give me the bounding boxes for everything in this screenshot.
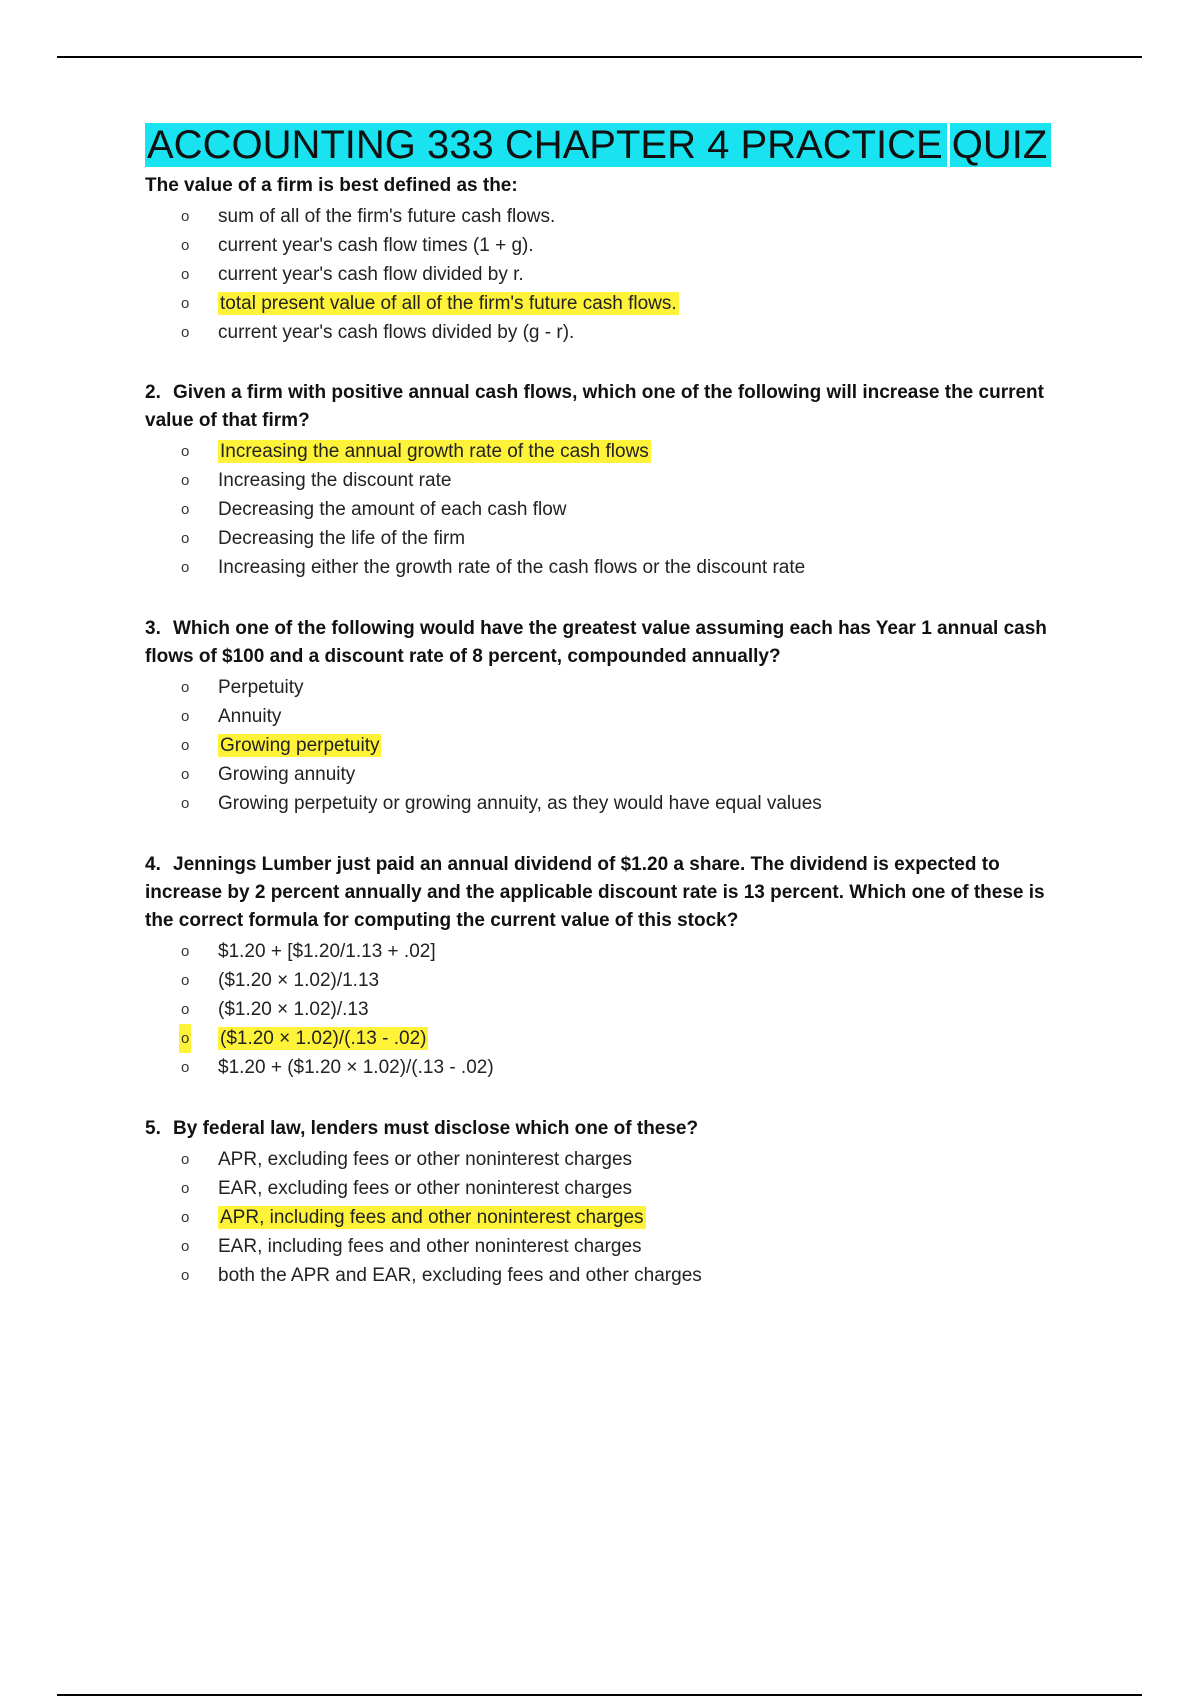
question-number: 5. — [145, 1118, 161, 1139]
bullet-icon: o — [181, 1180, 190, 1197]
question-5 — [145, 1115, 1075, 1290]
answer-options — [145, 437, 1075, 582]
bullet-icon: o — [181, 443, 190, 460]
question-text — [145, 379, 1075, 435]
bullet-icon: o — [181, 208, 190, 225]
question-text — [145, 1115, 1075, 1143]
bullet-icon: o — [181, 530, 190, 547]
answer-option: o ($1.20 × 1.02)/.13 — [145, 995, 1075, 1024]
question-prompt: Given a firm with positive annual cash flows, which one of the following will increase the current value of that firm? — [145, 382, 1044, 431]
bullet-icon: o — [181, 1151, 190, 1168]
answer-options — [145, 202, 1075, 347]
answer-option: o Increasing either the growth rate of the cash flows or the discount rate — [145, 553, 1075, 582]
bullet-icon: o — [179, 1024, 191, 1053]
bullet-icon: o — [181, 972, 190, 989]
answer-option-highlighted: o Increasing the annual growth rate of the cash flows — [145, 437, 1075, 466]
bullet-icon: o — [181, 766, 190, 783]
question-prompt: Which one of the following would have the greatest value assuming each has Year 1 annual cash flows of $100 and a discount rate of 8 percent, compounded annually? — [145, 618, 1047, 667]
answer-option: o Decreasing the life of the firm — [145, 524, 1075, 553]
question-4 — [145, 851, 1075, 1082]
answer-option: o Perpetuity — [145, 673, 1075, 702]
answer-option: o current year's cash flow divided by r. — [145, 260, 1075, 289]
bullet-icon: o — [181, 266, 190, 283]
bullet-icon: o — [181, 1059, 190, 1076]
answer-option: o current year's cash flows divided by (g - r). — [145, 318, 1075, 347]
question-prompt: The value of a firm is best defined as the: — [145, 175, 518, 196]
answer-option: o sum of all of the firm's future cash flows. — [145, 202, 1075, 231]
answer-option: o both the APR and EAR, excluding fees and other charges — [145, 1261, 1075, 1290]
question-number: 2. — [145, 382, 161, 403]
bullet-icon: o — [181, 1001, 190, 1018]
answer-option: o $1.20 + [$1.20/1.13 + .02] — [145, 937, 1075, 966]
bottom-rule — [57, 1694, 1142, 1696]
bullet-icon: o — [181, 472, 190, 489]
question-prompt: By federal law, lenders must disclose which one of these? — [173, 1118, 699, 1139]
question-prompt: Jennings Lumber just paid an annual dividend of $1.20 a share. The dividend is expected to increase by 2 percent annually and the applicable discount rate is 13 percent. Which one of these is the correct formula for computing the current value of this stock? — [145, 854, 1045, 931]
question-1 — [145, 172, 1075, 347]
answer-option-highlighted: o total present value of all of the firm's future cash flows. — [145, 289, 1075, 318]
page-title — [145, 118, 1051, 172]
top-rule — [57, 56, 1142, 58]
bullet-icon: o — [181, 559, 190, 576]
title-quiz: QUIZ — [950, 123, 1052, 167]
answer-option: o EAR, including fees and other noninterest charges — [145, 1232, 1075, 1261]
answer-option: o APR, excluding fees or other noninterest charges — [145, 1145, 1075, 1174]
answer-options — [145, 673, 1075, 818]
question-text — [145, 615, 1075, 671]
answer-option: o Annuity — [145, 702, 1075, 731]
answer-option: o EAR, excluding fees or other noninterest charges — [145, 1174, 1075, 1203]
answer-option: o $1.20 + ($1.20 × 1.02)/(.13 - .02) — [145, 1053, 1075, 1082]
answer-option: o Decreasing the amount of each cash flow — [145, 495, 1075, 524]
answer-option: o current year's cash flow times (1 + g). — [145, 231, 1075, 260]
question-3 — [145, 615, 1075, 818]
question-2 — [145, 379, 1075, 582]
bullet-icon: o — [181, 501, 190, 518]
answer-option-highlighted: o Growing perpetuity — [145, 731, 1075, 760]
bullet-icon: o — [181, 324, 190, 341]
bullet-icon: o — [181, 1209, 190, 1226]
question-text — [145, 851, 1075, 935]
title-main: ACCOUNTING 333 CHAPTER 4 PRACTICE — [145, 123, 947, 167]
bullet-icon: o — [181, 1267, 190, 1284]
bullet-icon: o — [181, 237, 190, 254]
answer-option: o Increasing the discount rate — [145, 466, 1075, 495]
answer-options — [145, 937, 1075, 1082]
question-number: 3. — [145, 618, 161, 639]
bullet-icon: o — [181, 737, 190, 754]
question-text — [145, 172, 1075, 200]
bullet-icon: o — [181, 795, 190, 812]
question-number: 4. — [145, 854, 161, 875]
bullet-icon: o — [181, 943, 190, 960]
bullet-icon: o — [181, 1238, 190, 1255]
answer-option: o Growing annuity — [145, 760, 1075, 789]
answer-option-highlighted: o ($1.20 × 1.02)/(.13 - .02) — [145, 1024, 1075, 1053]
bullet-icon: o — [181, 708, 190, 725]
answer-option-highlighted: o APR, including fees and other noninterest charges — [145, 1203, 1075, 1232]
answer-options — [145, 1145, 1075, 1290]
answer-option: o ($1.20 × 1.02)/1.13 — [145, 966, 1075, 995]
answer-option: o Growing perpetuity or growing annuity, as they would have equal values — [145, 789, 1075, 818]
bullet-icon: o — [181, 679, 190, 696]
bullet-icon: o — [181, 295, 190, 312]
